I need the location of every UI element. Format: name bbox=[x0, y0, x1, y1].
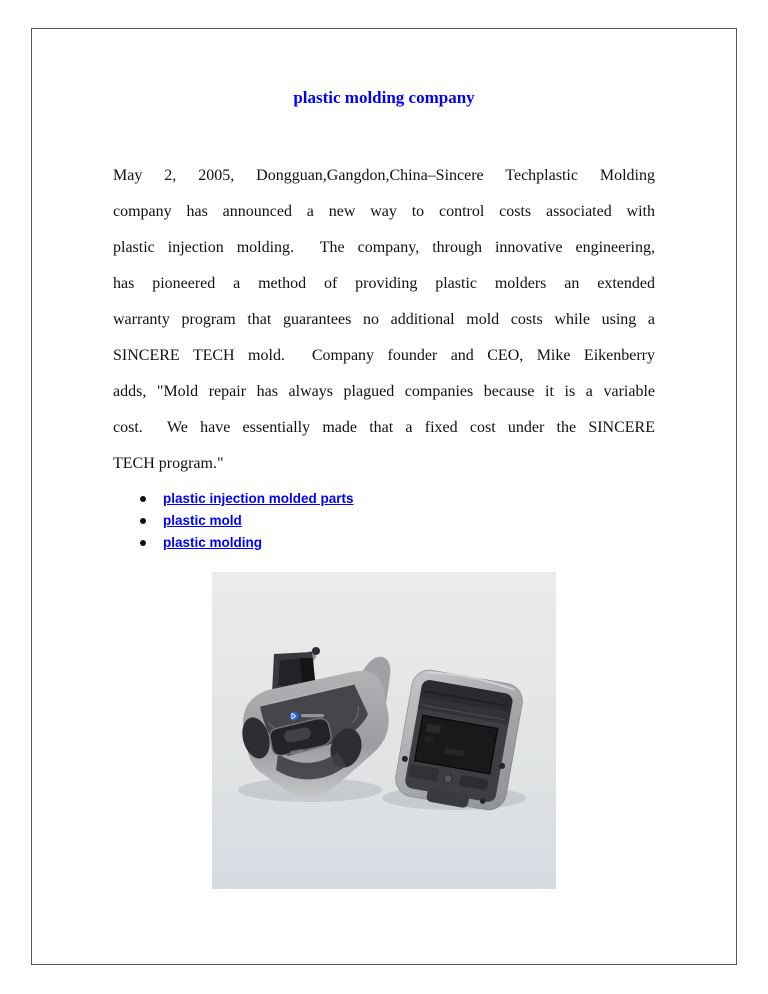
bluetooth-logo bbox=[290, 712, 299, 721]
product-photo bbox=[212, 572, 556, 889]
paragraph-line: warranty program that guarantees no additional mold costs while using a bbox=[113, 311, 655, 328]
paragraph-line: adds, "Mold repair has always plagued companies because it is a variable bbox=[113, 383, 655, 400]
lid-nub bbox=[312, 647, 320, 655]
link-list-item bbox=[113, 510, 655, 532]
paragraph-line: May 2, 2005, Dongguan,Gangdon,China–Sincere Techplastic Molding bbox=[113, 167, 655, 184]
molded-parts-image bbox=[212, 572, 556, 889]
page-title: plastic molding company bbox=[293, 88, 475, 107]
bullet-icon bbox=[140, 496, 146, 502]
bullet-icon bbox=[140, 518, 146, 524]
paragraph-line: SINCERE TECH mold. Company founder and CEO, Mike Eikenberry bbox=[113, 347, 655, 364]
lid-latch bbox=[300, 658, 315, 684]
paragraph-line: has pioneered a method of providing plastic molders an extended bbox=[113, 275, 655, 292]
link-list-item bbox=[113, 532, 655, 554]
link-list-item bbox=[113, 488, 655, 510]
keyword-link[interactable]: plastic molding bbox=[163, 535, 263, 550]
keyword-link-list bbox=[113, 488, 655, 554]
paragraph-line: plastic injection molding. The company, through innovative engineering, bbox=[113, 239, 655, 256]
keyword-link[interactable]: plastic mold bbox=[163, 513, 242, 528]
right-housing-part bbox=[392, 667, 525, 814]
paragraph-line: TECH program." bbox=[113, 455, 224, 472]
paragraph-line: cost. We have essentially made that a fixed cost under the SINCERE bbox=[113, 419, 655, 436]
press-release-paragraph bbox=[113, 158, 655, 482]
keyword-link[interactable]: plastic injection molded parts bbox=[163, 491, 354, 506]
bullet-icon bbox=[140, 540, 146, 546]
paragraph-line: company has announced a new way to control costs associated with bbox=[113, 203, 655, 220]
bluetooth-label-text bbox=[301, 714, 324, 717]
